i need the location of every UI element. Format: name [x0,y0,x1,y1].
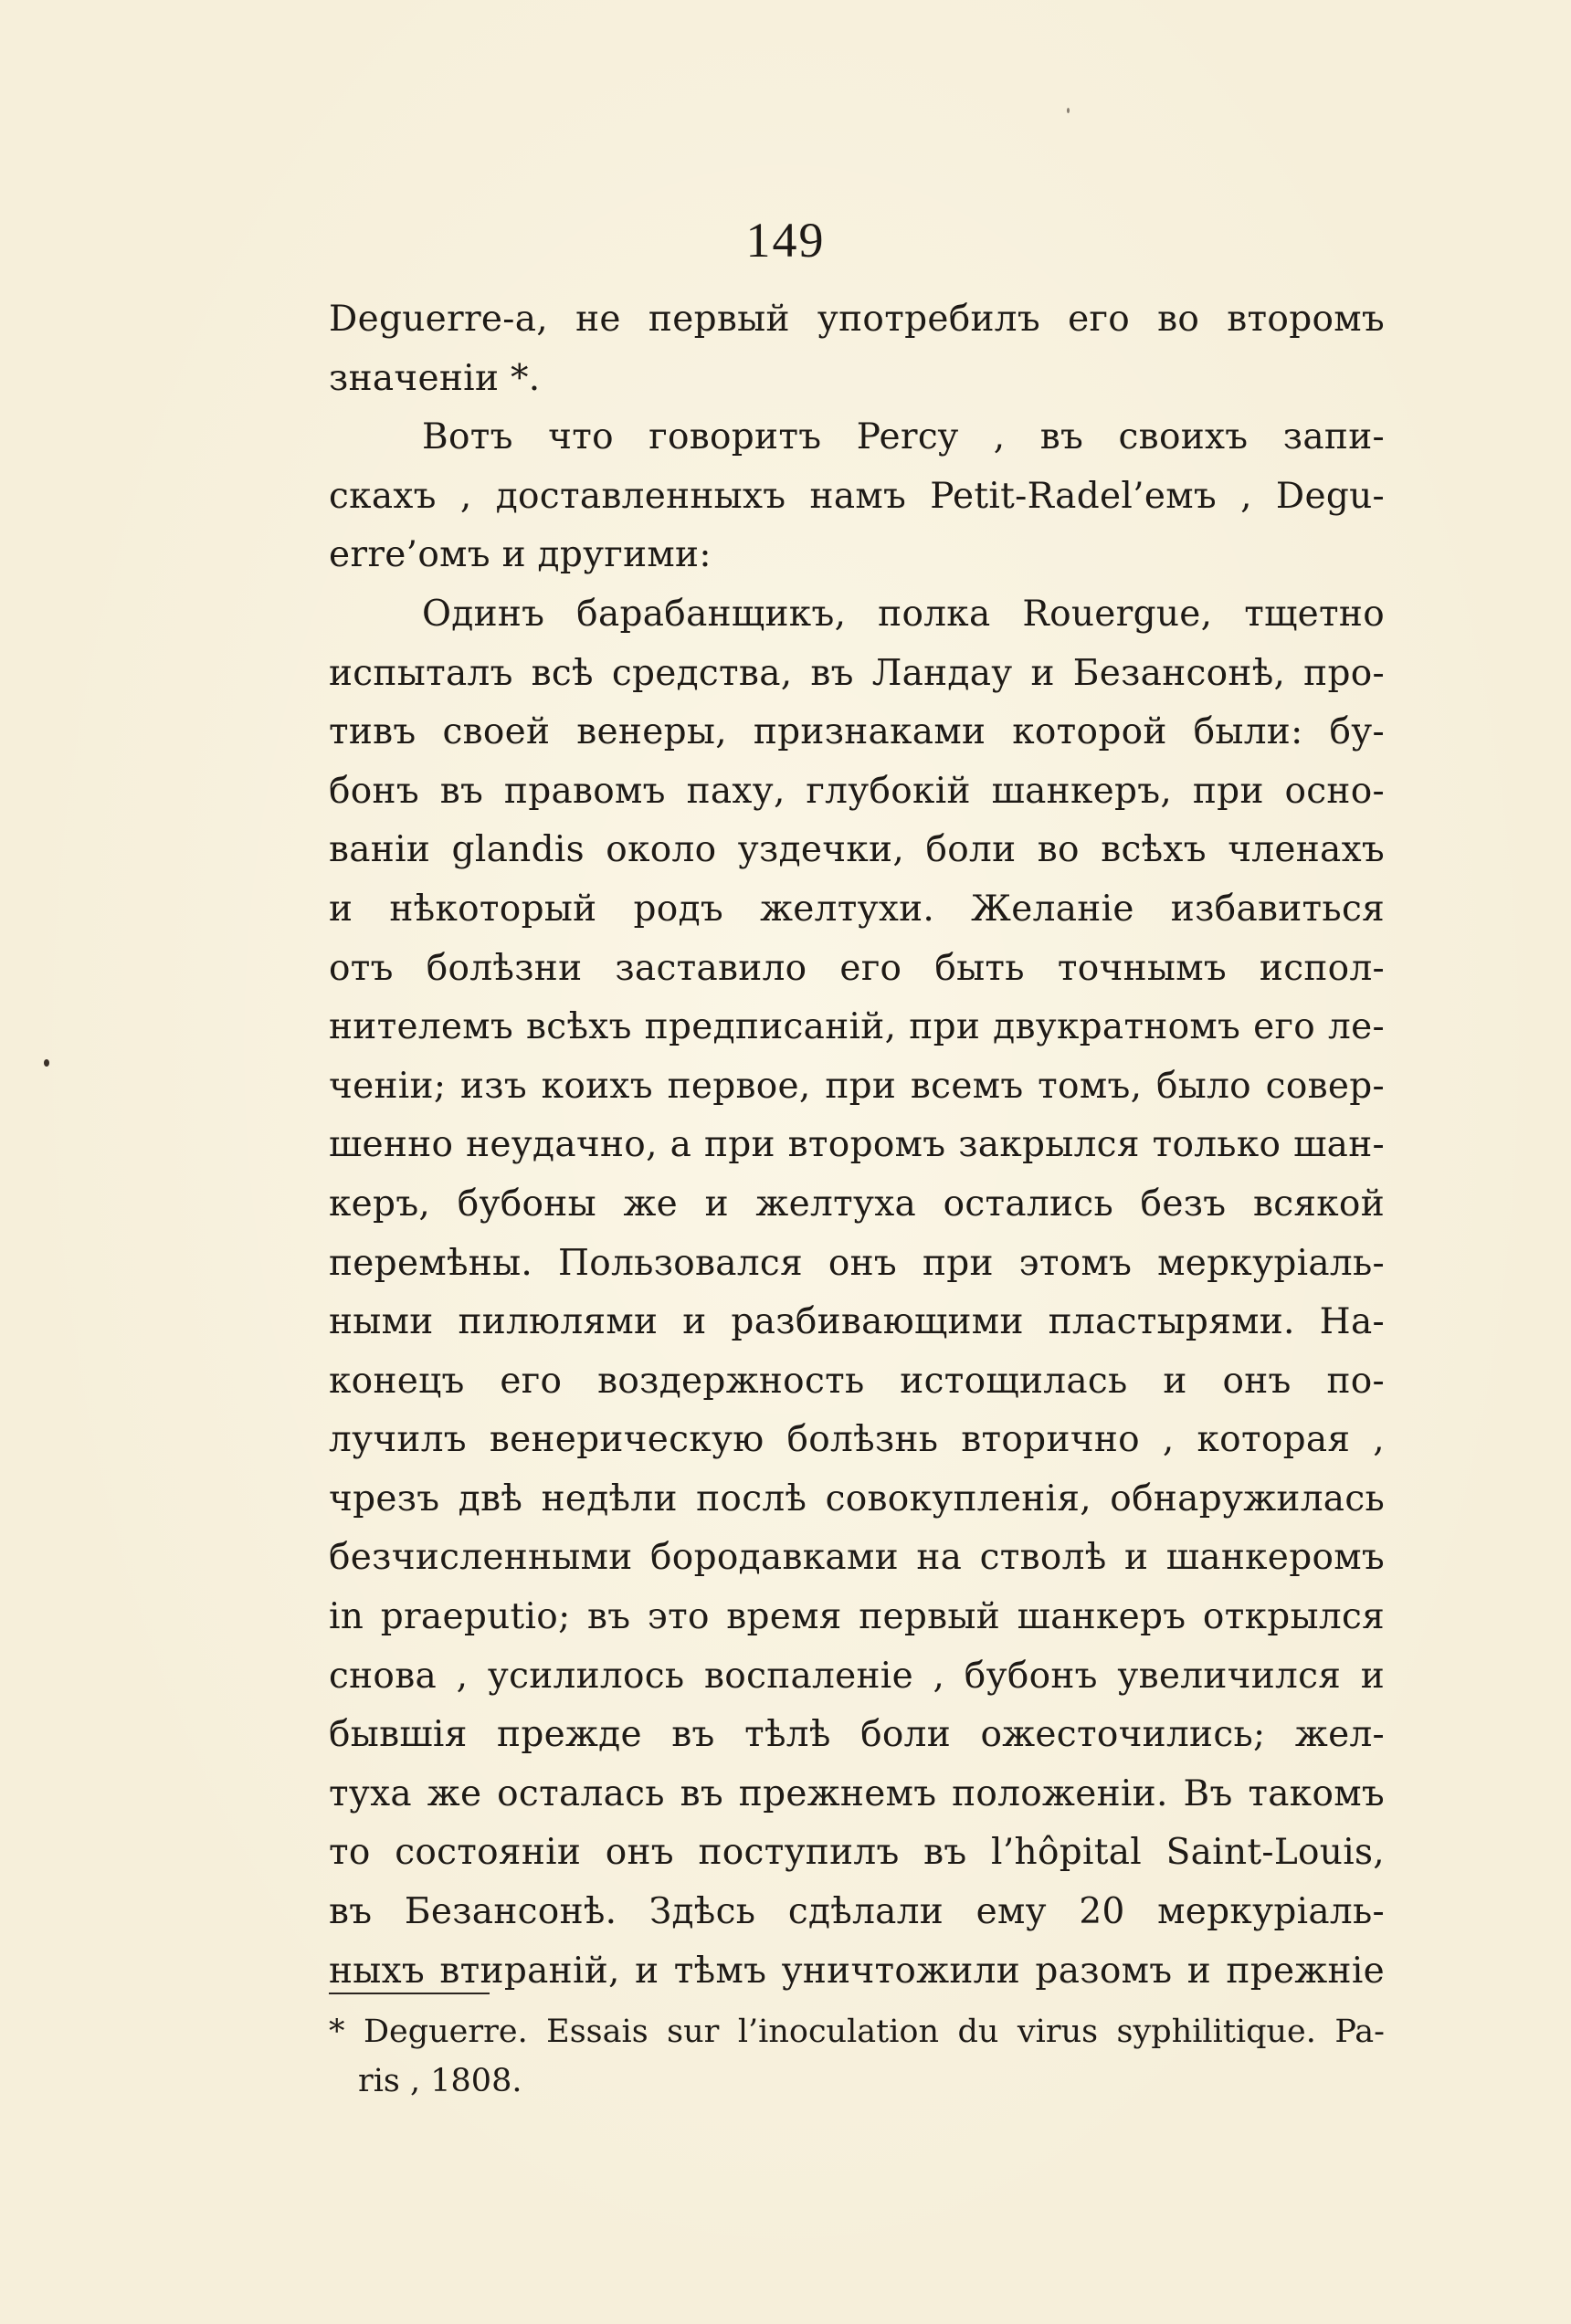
text-line: конецъ его воздержность истощилась и онъ по- [329,1360,1385,1402]
text-line: чрезъ двѣ недѣли послѣ совокупленiя, обнаружилась [329,1477,1385,1520]
footnote-line: * Deguerre. Essais sur l’inoculation du virus syphilitique. Pa- [329,2014,1385,2050]
text-line: испыталъ всѣ средства, въ Ландау и Безансонѣ, про- [329,652,1385,694]
text-line: Вотъ что говоритъ Percy , въ своихъ запи- [422,416,1385,458]
text-line: бонъ въ правомъ паху, глубокiй шанкеръ, при осно- [329,770,1385,812]
text-line: ныхъ втиранiй, и тѣмъ уничтожили разомъ и прежнiе [329,1950,1385,1992]
text-line: то состоянiи онъ поступилъ въ l’hôpital Saint-Louis, [329,1832,1385,1874]
ink-speck [44,1059,49,1067]
text-line: безчисленными бородавками на стволѣ и шанкеромъ [329,1537,1385,1579]
text-line: перемѣны. Пользовался онъ при этомъ меркурiаль- [329,1242,1385,1284]
text-line: въ Безансонѣ. Здѣсь сдѣлали ему 20 меркурiаль- [329,1891,1385,1933]
text-line: значенiи *. [329,357,541,399]
text-line: Одинъ барабанщикъ, полка Rouergue, тщетно [422,593,1385,635]
text-line: erre’омъ и другими: [329,534,712,576]
text-line: шенно неудачно, а при второмъ закрылся только шан- [329,1124,1385,1166]
text-line: бывшiя прежде въ тѣлѣ боли ожесточились; жел- [329,1714,1385,1756]
footnote-line: ris , 1808. [358,2063,522,2099]
text-line: Deguerre-а, не первый употребилъ его во второмъ [329,299,1385,340]
text-line: in praeputio; въ это время первый шанкеръ открылся [329,1596,1385,1638]
text-line: тивъ своей венеры, признаками которой были: бу- [329,711,1385,753]
footnote-divider [329,1993,490,1994]
text-line: нителемъ всѣхъ предписанiй, при двукратномъ его ле- [329,1006,1385,1048]
text-line: скахъ , доставленныхъ намъ Petit-Radel’емъ , Degu- [329,475,1385,517]
page-number: 149 [745,213,826,268]
text-line: ченiи; изъ коихъ первое, при всемъ томъ, было совер- [329,1065,1385,1107]
text-line: керъ, бубоны же и желтуха остались безъ всякой [329,1183,1385,1225]
body-text [329,290,1385,2001]
text-line: ванiи glandis около уздечки, боли во всѣхъ членахъ [329,829,1385,871]
text-line: туха же осталась въ прежнемъ положенiи. Въ такомъ [329,1772,1385,1814]
text-line: ными пилюлями и разбивающими пластырями. На- [329,1301,1385,1343]
text-line: снова , усилилось воспаленiе , бубонъ увеличился и [329,1655,1385,1697]
footnote [329,2007,1385,2106]
ink-speck [1067,108,1070,113]
text-line: отъ болѣзни заставило его быть точнымъ испол- [329,947,1385,989]
text-line: лучилъ венерическую болѣзнь вторично , которая , [329,1419,1385,1461]
text-line: и нѣкоторый родъ желтухи. Желанiе избавиться [329,888,1385,930]
